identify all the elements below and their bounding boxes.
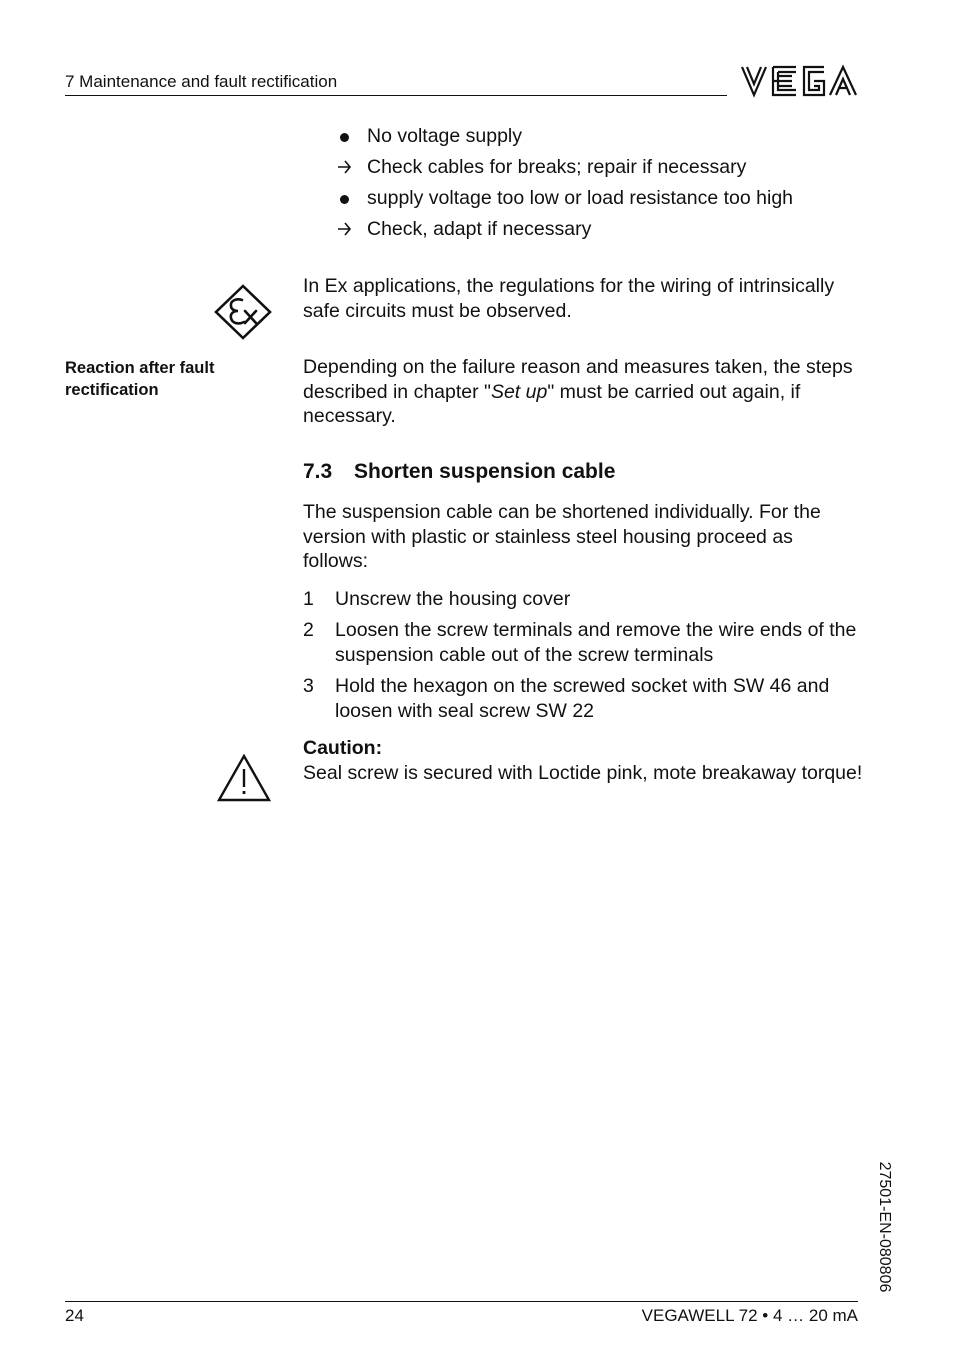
ex-explosion-protection-icon [214, 284, 272, 340]
section-intro: The suspension cable can be shortened individually. For the version with plastic or stainless steel housing proceed as follows: [303, 501, 821, 572]
bullet-icon [334, 186, 354, 210]
bullet-icon [334, 124, 354, 148]
page-number: 24 [65, 1306, 84, 1325]
document-code: 27501-EN-080806 [876, 1161, 893, 1293]
chapter-reference: Set up [490, 380, 548, 403]
footer-rule [65, 1301, 858, 1302]
arrow-right-icon [334, 217, 354, 247]
running-header: 7 Maintenance and fault rectification [65, 72, 338, 91]
caution-text: Seal screw is secured with Loctide pink, mote breakaway torque! [303, 762, 863, 784]
ex-note-text: In Ex applications, the regulations for the wiring of intrinsically safe circuits must be observed. [303, 275, 835, 322]
margin-label: Reaction after fault rectification [65, 359, 215, 399]
header-rule [65, 95, 727, 96]
product-name: VEGAWELL 72 • 4 … 20 mA [641, 1306, 858, 1325]
section-number: 7.3 [303, 460, 333, 483]
reaction-text: Depending on the failure reason and measures taken, the steps described in chapter "Set up" must be carried out again, if necessary. [303, 356, 853, 427]
section-heading [303, 460, 615, 484]
warning-triangle-icon [216, 753, 272, 803]
caution-title: Caution: [303, 737, 383, 759]
vega-logo [740, 64, 858, 98]
section-title: Shorten suspension cable [354, 460, 616, 483]
arrow-right-icon [334, 155, 354, 185]
